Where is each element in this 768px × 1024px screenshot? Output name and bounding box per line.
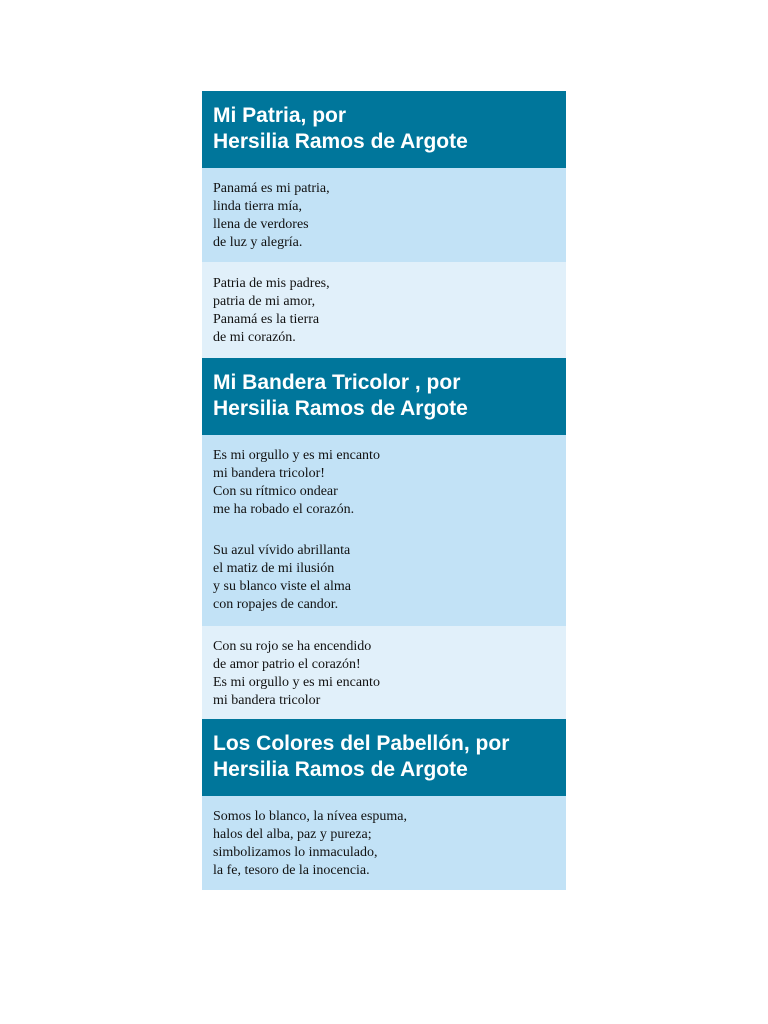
poem-title-line: Hersilia Ramos de Argote	[213, 397, 468, 420]
verse-line: Con su rojo se ha encendido	[213, 639, 372, 654]
verse-line: Panamá es la tierra	[213, 312, 320, 327]
verse-line: Con su rítmico ondear	[213, 484, 338, 499]
verse-line: Panamá es mi patria,	[213, 181, 330, 196]
stanza	[202, 435, 566, 626]
verse-line: patria de mi amor,	[213, 294, 316, 309]
verse-line: de luz y alegría.	[213, 235, 303, 250]
verse-line: Su azul vívido abrillanta	[213, 543, 351, 558]
verse-line: de amor patrio el corazón!	[213, 657, 361, 672]
verse-line: simbolizamos lo inmaculado,	[213, 845, 378, 860]
verse-line: linda tierra mía,	[213, 199, 303, 214]
verse-line: halos del alba, paz y pureza;	[213, 827, 372, 842]
stanza	[202, 168, 566, 262]
poem-title-mi-patria	[202, 91, 566, 168]
verse-line: mi bandera tricolor!	[213, 466, 325, 481]
poem-title-line: Hersilia Ramos de Argote	[213, 758, 468, 781]
poem-title-los-colores-del-pabellon	[202, 719, 566, 796]
poem-sheet	[202, 91, 566, 890]
verse-line: el matiz de mi ilusión	[213, 561, 335, 576]
verse-line: me ha robado el corazón.	[213, 502, 355, 517]
poem-title-line: Mi Bandera Tricolor , por	[213, 371, 461, 394]
stanza	[202, 262, 566, 358]
poem-title-line: Hersilia Ramos de Argote	[213, 130, 468, 153]
verse-line: la fe, tesoro de la inocencia.	[213, 863, 370, 878]
poem-title-line: Los Colores del Pabellón, por	[213, 732, 510, 755]
verse-line: Es mi orgullo y es mi encanto	[213, 675, 380, 690]
verse-line: de mi corazón.	[213, 330, 296, 345]
stanza	[202, 796, 566, 890]
stanza	[202, 626, 566, 719]
poem-title-mi-bandera-tricolor	[202, 358, 566, 435]
verse-line: y su blanco viste el alma	[213, 579, 352, 594]
verse-line: Somos lo blanco, la nívea espuma,	[213, 809, 408, 824]
verse-line: mi bandera tricolor	[213, 693, 321, 708]
verse-line: llena de verdores	[213, 217, 309, 232]
poem-title-line: Mi Patria, por	[213, 104, 347, 127]
verse-line: Patria de mis padres,	[213, 276, 330, 291]
verse-line: con ropajes de candor.	[213, 597, 339, 612]
stanza-gap	[213, 519, 566, 542]
verse-line: Es mi orgullo y es mi encanto	[213, 448, 380, 463]
